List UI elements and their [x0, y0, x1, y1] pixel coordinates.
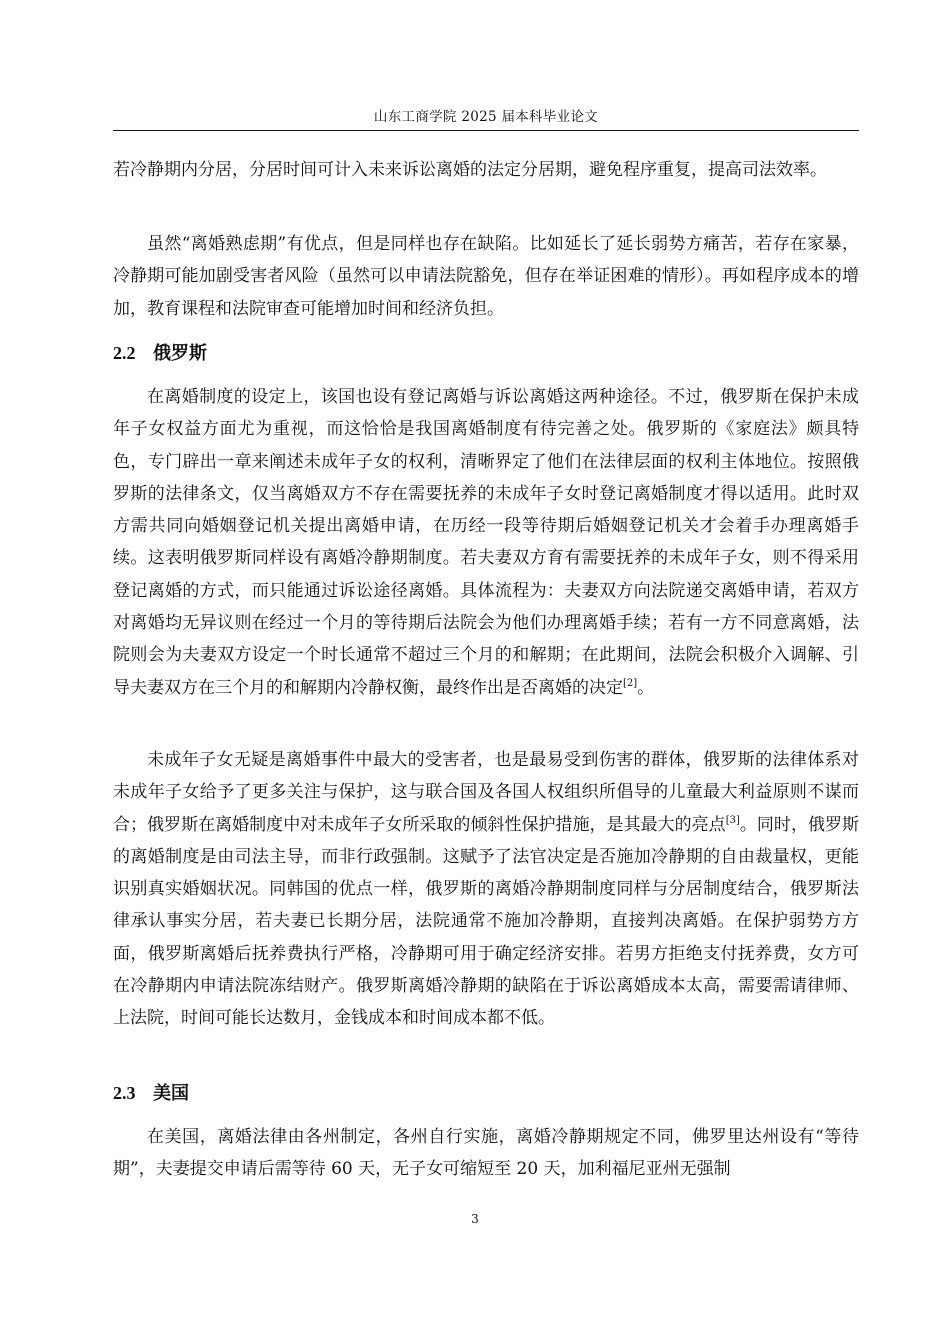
paragraph-end: 。 [637, 677, 655, 698]
running-header: 山东工商学院 2025 届本科毕业论文 [373, 109, 599, 125]
section-title: 俄罗斯 [153, 343, 207, 364]
section-number: 2.3 [113, 1083, 136, 1103]
paragraph-usa: 在美国，离婚法律由各州制定，各州自行实施，离婚冷静期规定不同，佛罗里达州设有“等待期”，夫妻提交申请后需等待 60 天，无子女可缩短至 20 天，加利福尼亚州无强制 [113, 1127, 859, 1180]
citation-2[interactable]: [2] [623, 677, 638, 689]
header-rule [113, 130, 859, 131]
citation-3[interactable]: [3] [725, 814, 740, 826]
paragraph-text-continued: 。同时，俄罗斯的离婚制度是由司法主导，而非行政强制。这赋予了法官决定是否施加冷静期的自由裁量权，更能识别真实婚姻状况。同韩国的优点一样，俄罗斯的离婚冷静期制度同样与分居制度结合，俄罗斯法律承认事实分居，若夫妻已长期分居，法院通常不施加冷静期，直接判决离婚。在保护弱势方方面，俄罗斯离婚后抚养费执行严格，冷静期可用于确定经济安排。若男方拒绝支付抚养费，女方可在冷静期内申请法院冻结财产。俄罗斯离婚冷静期的缺陷在于诉讼离婚成本太高，需要需请律师、上法院，时间可能长达数月，金钱成本和时间成本都不低。 [113, 814, 860, 1029]
paragraph-text: 在离婚制度的设定上，该国也设有登记离婚与诉讼离婚这两种途径。不过，俄罗斯在保护未成年子女权益方面尤为重视，而这恰恰是我国离婚制度有待完善之处。俄罗斯的《家庭法》颇具特色，专门辟出一章来阐述未成年子女的权利，清晰界定了他们在法律层面的权利主体地位。按照俄罗斯的法律条文，仅当离婚双方不存在需要抚养的未成年子女时登记离婚制度才得以适用。此时双方需共同向婚姻登记机关提出离婚申请，在历经一段等待期后婚姻登记机关才会着手办理离婚手续。这表明俄罗斯同样设有离婚冷静期制度。若夫妻双方育有需要抚养的未成年子女，则不得采用登记离婚的方式，而只能通过诉讼途径离婚。具体流程为：夫妻双方向法院递交离婚申请，若双方对离婚均无异议则在经过一个月的等待期后法院会为他们办理离婚手续；若有一方不同意离婚，法院则会为夫妻双方设定一个时长通常不超过三个月的和解期；在此期间，法院会积极介入调解、引导夫妻双方在三个月的和解期内冷静权衡，最终作出是否离婚的决定 [113, 387, 859, 698]
section-title: 美国 [153, 1083, 189, 1104]
section-number: 2.2 [113, 343, 136, 363]
section-heading-2-3 [113, 1081, 189, 1106]
paragraph-russia-minors [113, 744, 859, 1035]
page-number: 3 [471, 1212, 479, 1226]
paragraph-russia-system [113, 381, 859, 704]
paragraph-shortcomings: 虽然“离婚熟虑期”有优点，但是同样也存在缺陷。比如延长了延长弱势方痛苦，若存在家暴，冷静期可能加剧受害者风险（虽然可以申请法院豁免，但存在举证困难的情形）。再如程序成本的增加，教育课程和法院审查可能增加时间和经济负担。 [113, 234, 859, 319]
paragraph-continuation: 若冷静期内分居，分居时间可计入未来诉讼离婚的法定分居期，避免程序重复，提高司法效率。 [113, 160, 827, 180]
paragraph-text: 未成年子女无疑是离婚事件中最大的受害者，也是最易受到伤害的群体，俄罗斯的法律体系对未成年子女给予了更多关注与保护，这与联合国及各国人权组织所倡导的儿童最大利益原则不谋而合；俄罗斯在离婚制度中对未成年子女所采取的倾斜性保护措施，是其最大的亮点 [113, 750, 859, 835]
section-heading-2-2 [113, 341, 207, 366]
